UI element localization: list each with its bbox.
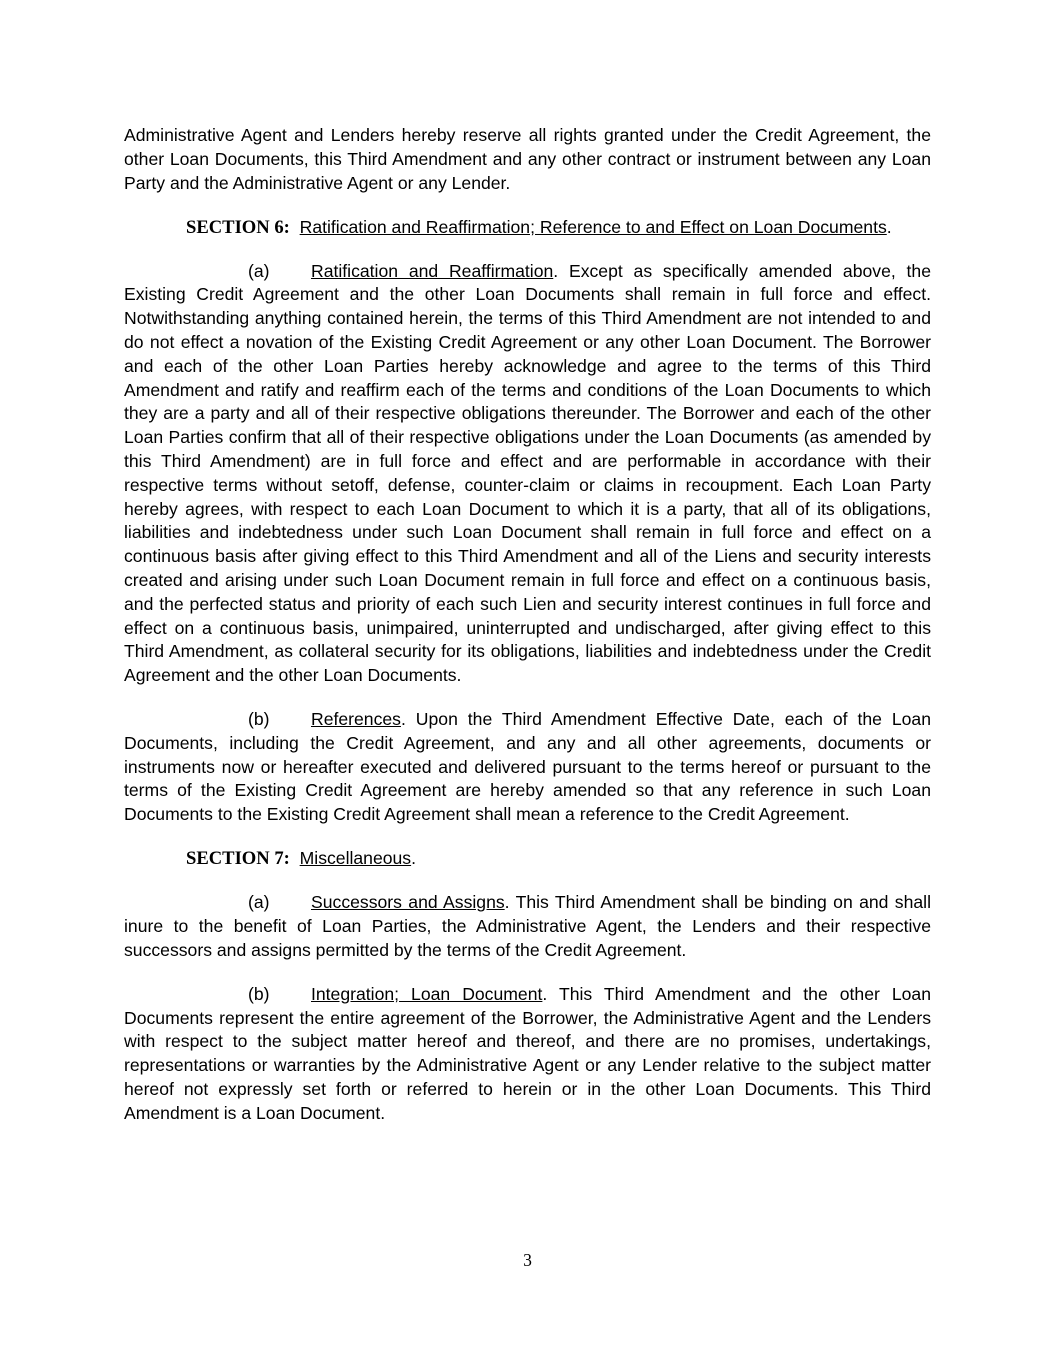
section-6-a-body: . Except as specifically amended above, the Existing Credit Agreement and the other Loan Documents shall remain in full force and effect. Notwithstanding anything contained herein, the terms of this Third Amendment are not intended to and do not effect a novation of the Existing Credit Agreement or any other Loan Document. The Borrower and each of the other Loan Parties hereby acknowledge and agree to the terms of this Third Amendment and ratify and reaffirm each of the terms and conditions of the Loan Documents to which they are a party and all of their respective obligations thereunder. The Borrower and each of the other Loan Parties confirm that all of their respective obligations under the Loan Documents (as amended by this Third Amendment) are in full force and effect and are performable in accordance with their respective terms without setoff, defense, counter-claim or claims in recoupment. Each Loan Party hereby agrees, with respect to each Loan Document to which it is a party, that all of its obligations, liabilities and indebtedness under such Loan Document shall remain in full force and effect on a continuous basis after giving effect to this Third Amendment and all of the Liens and security interests created and arising under such Loan Document remain in full force and effect on a continuous basis, and the perfected status and priority of each such Lien and security interest continues in full force and effect on a continuous basis, unimpaired, uninterrupted and undischarged, after giving effect to this Third Amendment, as collateral security for its obligations, liabilities and indebtedness under the Credit Agreement and the other Loan Documents. — [124, 260, 931, 686]
section-6-title-end: . — [886, 216, 892, 237]
section-6-label: SECTION 6: — [186, 216, 290, 238]
section-7-a-body: . This Third Amendment shall be binding on and shall inure to the benefit of Loan Parties, the Administrative Agent, the Lenders and their respective successors and assigns permitted by the terms of the Credit Agreement. — [124, 892, 931, 960]
spacer — [124, 688, 931, 708]
section-7-title: Miscellaneous — [299, 848, 412, 869]
spacer — [124, 239, 931, 259]
spacer — [124, 195, 931, 215]
section-6-a-number: (a) — [248, 260, 270, 281]
section-6-title: Ratification and Reaffirmation; Reference to and Effect on Loan Documents — [299, 216, 887, 237]
section-7-title-end: . — [411, 848, 416, 869]
page-number: 3 — [523, 1250, 532, 1270]
section-6-a-paragraph — [124, 260, 931, 688]
section-6-b-paragraph — [124, 708, 931, 827]
section-6-heading — [124, 216, 931, 240]
section-6-a-heading: Ratification and Reaffirmation — [311, 260, 554, 281]
section-6-b-heading: References — [311, 709, 401, 730]
section-7-b-number: (b) — [248, 983, 270, 1004]
section-7-a-paragraph — [124, 891, 931, 962]
spacer — [124, 963, 931, 983]
section-6-b-number: (b) — [248, 709, 270, 730]
section-7-heading — [124, 847, 931, 871]
document-page — [124, 124, 931, 1126]
section-7-b-heading: Integration; Loan Document — [311, 983, 543, 1004]
intro-paragraph: Administrative Agent and Lenders hereby reserve all rights granted under the Credit Agreement, the other Loan Documents, this Third Amendment and any other contract or instrument between any Loan Party and the Administrative Agent or any Lender. — [124, 125, 931, 193]
section-7-label: SECTION 7: — [186, 848, 290, 870]
spacer — [124, 827, 931, 847]
section-7-b-paragraph — [124, 983, 931, 1126]
spacer — [124, 871, 931, 891]
section-6-b-body: . Upon the Third Amendment Effective Date, each of the Loan Documents, including the Credit Agreement, and any and all other agreements, documents or instruments now or hereafter executed and delivered pursuant to the terms hereof or pursuant to the terms of the Existing Credit Agreement are hereby amended so that any reference in such Loan Documents to the Existing Credit Agreement shall mean a reference to the Credit Agreement. — [124, 709, 931, 825]
section-7-a-number: (a) — [248, 892, 270, 913]
section-7-a-heading: Successors and Assigns — [311, 892, 505, 913]
section-7-b-body: . This Third Amendment and the other Loan Documents represent the entire agreement of the Borrower, the Administrative Agent and the Lenders with respect to the subject matter hereof and thereof, and there are no promises, undertakings, representations or warranties by the Administrative Agent or any Lender relative to the subject matter hereof not expressly set forth or referred to herein or in the other Loan Documents. This Third Amendment is a Loan Document. — [124, 983, 931, 1123]
